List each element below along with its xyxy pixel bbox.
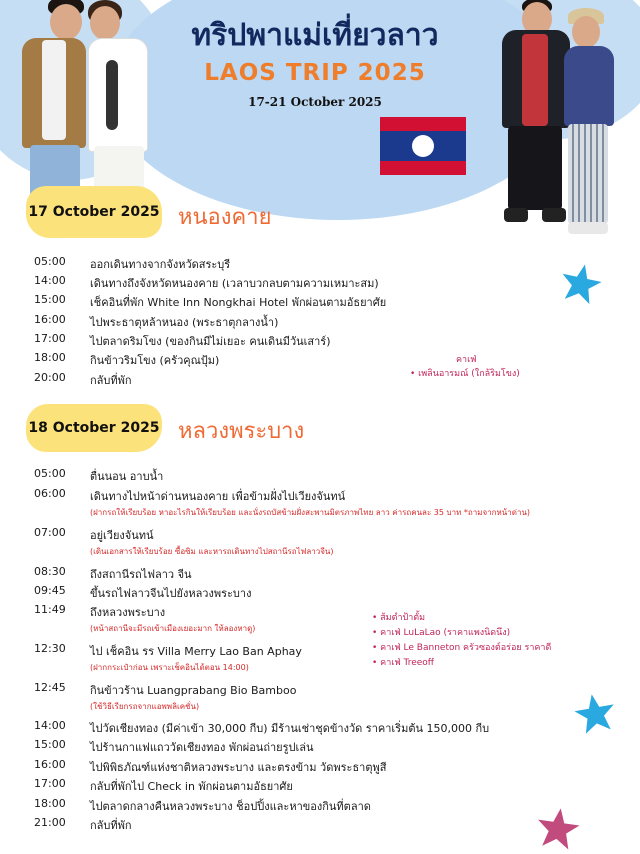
schedule-activity: เดินทางไปหน้าด่านหนองคาย เพื่อข้ามฝั่งไปเวียงจันทน์: [90, 490, 346, 503]
photo-couple-left: [8, 0, 168, 195]
schedule-activity: เช็คอินที่พัก White Inn Nongkhai Hotel พักผ่อนตามอัธยาศัย: [90, 296, 387, 309]
side-list-item: • ส้มตำป้าตั้ม: [372, 613, 426, 623]
schedule-time: 15:00: [34, 738, 66, 751]
schedule-time: 16:00: [34, 313, 66, 326]
schedule-note: (หน้าสถานีจะมีรถเข้าเมืองเยอะมาก ให้ลองหาดู): [90, 624, 256, 633]
side-list-item: • คาเฟ่ LuLaLao (ราคาแพงนิดนึง): [372, 628, 511, 638]
side-list-item: • คาเฟ่ Treeoff: [372, 658, 435, 668]
schedule-time: 17:00: [34, 777, 66, 790]
schedule-activity: ไปร้านกาแฟแถววัดเชียงทอง พักผ่อนถ่ายรูปเล่น: [90, 741, 314, 754]
schedule-activity: ไป เช็คอิน รร Villa Merry Lao Ban Aphay: [90, 645, 302, 658]
schedule-time: 17:00: [34, 332, 66, 345]
schedule-activity: กินข้าวร้าน Luangprabang Bio Bamboo: [90, 684, 297, 697]
star-icon: [574, 692, 616, 734]
schedule-note: (ใช้วิธีเรียกรถจากแอพพลิเคชั่น): [90, 702, 200, 711]
schedule-time: 05:00: [34, 255, 66, 268]
schedule-activity: เดินทางถึงจังหวัดหนองคาย (เวลาบวกลบตามความเหมาะสม): [90, 277, 379, 290]
schedule-time: 05:00: [34, 467, 66, 480]
schedule-time: 06:00: [34, 487, 66, 500]
star-icon: [560, 262, 602, 304]
schedule-time: 16:00: [34, 758, 66, 771]
schedule-activity: ออกเดินทางจากจังหวัดสระบุรี: [90, 258, 231, 271]
schedule-activity: ไปตลาดกลางคืนหลวงพระบาง ช็อปปิ้งและหาของกินที่ตลาด: [90, 800, 371, 813]
schedule-time: 18:00: [34, 351, 66, 364]
title-english: LAOS TRIP 2025: [204, 60, 426, 86]
schedule-time: 12:45: [34, 681, 66, 694]
day2-place-title: หลวงพระบาง: [178, 419, 305, 444]
day1-side-heading: คาเฟ่: [456, 355, 477, 365]
day2-date-badge: 18 October 2025: [26, 404, 162, 452]
schedule-activity: ถึงสถานีรถไฟลาว จีน: [90, 568, 192, 581]
schedule-activity: กลับที่พัก: [90, 819, 132, 832]
photo-couple-right: [486, 0, 636, 240]
schedule-activity: ไปตลาดริมโขง (ของกินมีไม่เยอะ คนเดินมีวันเสาร์): [90, 335, 331, 348]
schedule-activity: กลับที่พัก: [90, 374, 132, 387]
schedule-note: (ฝากรถให้เรียบร้อย หาอะไรกินให้เรียบร้อย และนั่งรถบัสข้ามฝั่งสะพานมิตรภาพไทย ลาว ค่ารถคนละ 35 บาท *ถามจากหน้าด่าน): [90, 508, 531, 517]
star-icon: [536, 806, 580, 850]
schedule-activity: กลับที่พักไป Check in พักผ่อนตามอัธยาศัย: [90, 780, 293, 793]
schedule-activity: ไปวัดเชียงทอง (มีค่าเข้า 30,000 กีบ) มีร้านเช่าชุดข้างวัด ราคาเริ่มต้น 150,000 กีบ: [90, 722, 490, 735]
schedule-time: 15:00: [34, 293, 66, 306]
schedule-activity: ไปพระธาตุหล้าหนอง (พระธาตุกลางน้ำ): [90, 316, 279, 329]
schedule-activity: อยู่เวียงจันทน์: [90, 529, 154, 542]
schedule-time: 18:00: [34, 797, 66, 810]
schedule-time: 07:00: [34, 526, 66, 539]
schedule-activity: ตื่นนอน อาบน้ำ: [90, 470, 164, 483]
schedule-note: (เดินเอกสารให้เรียบร้อย ซื้อซิม และหารถเดินทางไปสถานีรถไฟลาวจีน): [90, 547, 334, 556]
schedule-note: (ฝากกระเป๋าก่อน เพราะเช็คอินได้ตอน 14:00): [90, 663, 249, 672]
title-thai: ทริปพาแม่เที่ยวลาว: [191, 18, 439, 53]
schedule-activity: กินข้าวริมโขง (ครัวคุณปุ้ม): [90, 354, 220, 367]
schedule-time: 20:00: [34, 371, 66, 384]
schedule-time: 21:00: [34, 816, 66, 829]
day1-place-title: หนองคาย: [178, 205, 272, 230]
side-list-item: • เพลินอารมณ์ (ใกล้ริมโขง): [410, 369, 520, 379]
schedule-time: 14:00: [34, 274, 66, 287]
schedule-time: 12:30: [34, 642, 66, 655]
laos-flag-icon: [380, 117, 466, 175]
day1-date-badge: 17 October 2025: [26, 186, 162, 238]
schedule-time: 09:45: [34, 584, 66, 597]
schedule-time: 14:00: [34, 719, 66, 732]
side-list-item: • คาเฟ่ Le Banneton ครัวซองต์อร่อย ราคาดี: [372, 643, 552, 653]
trip-dates: 17-21 October 2025: [248, 95, 382, 109]
schedule-activity: ขึ้นรถไฟลาวจีนไปยังหลวงพระบาง: [90, 587, 252, 600]
schedule-time: 11:49: [34, 603, 66, 616]
schedule-time: 08:30: [34, 565, 66, 578]
schedule-activity: ไปพิพิธภัณฑ์แห่งชาติหลวงพระบาง และตรงข้าม วัดพระธาตุพูสี: [90, 761, 387, 774]
schedule-activity: ถึงหลวงพระบาง: [90, 606, 166, 619]
